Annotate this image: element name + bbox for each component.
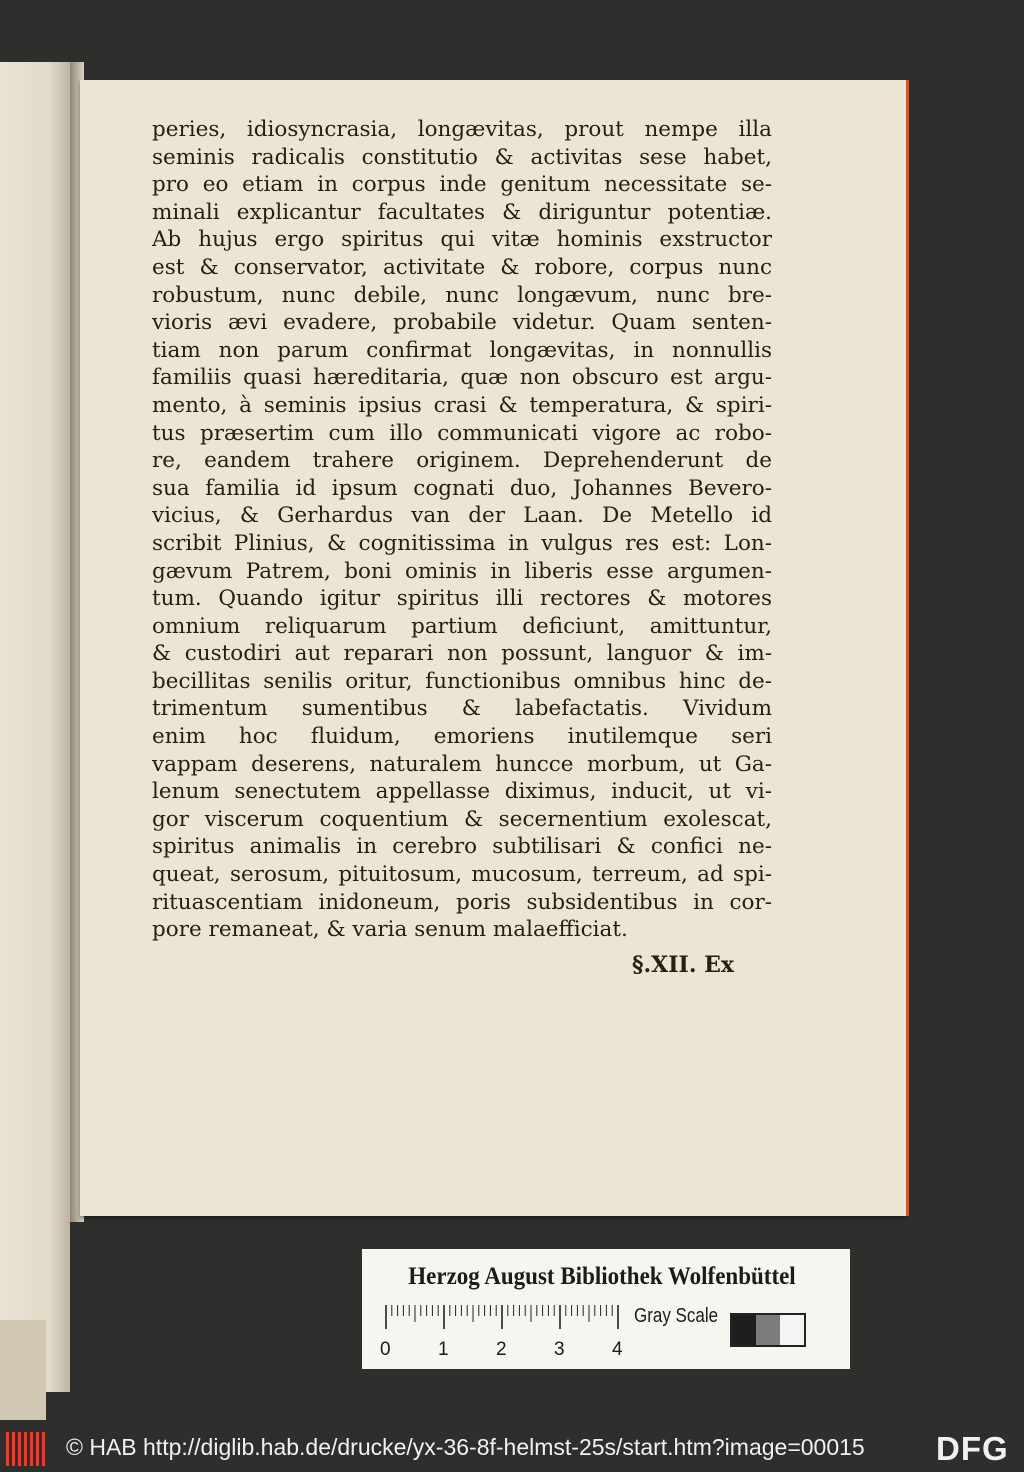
- text-line: scribit Plinius, & cognitissima in vulgus res est: Lon-: [152, 530, 772, 556]
- text-line: minali explicantur facultates & diriguntur potentiæ.: [152, 199, 772, 225]
- gray-swatch-cell: [780, 1315, 804, 1345]
- text-line: seminis radicalis constitutio & activitas sese habet,: [152, 144, 772, 170]
- text-line: omnium reliquarum partium deficiunt, amittuntur,: [152, 613, 772, 639]
- dfg-logo: DFG: [936, 1430, 1009, 1467]
- gray-swatch-cell: [756, 1315, 780, 1345]
- text-line: familiis quasi hæreditaria, quæ non obscuro est argu-: [152, 365, 772, 391]
- text-line: lenum senectutem appellasse diximus, inducit, ut vi-: [152, 779, 772, 805]
- text-line: queat, serosum, pituitosum, mucosum, terreum, ad spi-: [152, 862, 772, 888]
- text-line: mento, à seminis ipsius crasi & temperatura, & spiri-: [152, 392, 772, 418]
- library-label-card: [362, 1249, 850, 1369]
- facing-page-bottom-strip: [0, 1320, 46, 1420]
- gray-scale-swatch: [730, 1313, 806, 1347]
- ruler-scale: [384, 1305, 620, 1329]
- text-line: vioris ævi evadere, probabile videtur. Quam senten-: [152, 310, 772, 336]
- catchword: §.XII. Ex: [632, 952, 735, 978]
- text-line: tus præsertim cum illo communicati vigore ac robo-: [152, 420, 772, 446]
- text-line: & custodiri aut reparari non possunt, languor & im-: [152, 641, 772, 667]
- gray-swatch-cell: [732, 1315, 756, 1345]
- text-line: becillitas senilis oritur, functionibus omnibus hinc de-: [152, 668, 772, 694]
- text-line: tum. Quando igitur spiritus illi rectores & motores: [152, 586, 772, 612]
- ruler-number: 2: [496, 1339, 507, 1360]
- book-page: [80, 80, 906, 1216]
- text-line: gor viscerum coquentium & secernentium exolescat,: [152, 806, 772, 832]
- ruler-number: 1: [438, 1339, 449, 1360]
- text-line: Ab hujus ergo spiritus qui vitæ hominis exstructor: [152, 227, 772, 253]
- ruler-number: 3: [554, 1339, 565, 1360]
- footer-bar: [0, 1426, 1024, 1472]
- library-title: Herzog August Bibliothek Wolfenbüttel: [408, 1263, 796, 1290]
- ruler-number: 0: [380, 1339, 391, 1360]
- text-line: sua familia id ipsum cognati duo, Johannes Bevero-: [152, 475, 772, 501]
- footer-url-text[interactable]: © HAB http://diglib.hab.de/drucke/yx-36-8f-helmst-25s/start.htm?image=00015: [66, 1434, 865, 1460]
- text-line: re, eandem trahere originem. Deprehenderunt de: [152, 448, 772, 474]
- text-line: tiam non parum confirmat longævitas, in nonnullis: [152, 337, 772, 363]
- page-text-block: [152, 116, 772, 944]
- text-line: spiritus animalis in cerebro subtilisari & confici ne-: [152, 834, 772, 860]
- ruler-numbers: [380, 1339, 640, 1363]
- text-line: vicius, & Gerhardus van der Laan. De Metello id: [152, 503, 772, 529]
- text-line: gævum Patrem, boni ominis in liberis esse argumen-: [152, 558, 772, 584]
- text-line: rituascentiam inidoneum, poris subsidentibus in cor-: [152, 889, 772, 915]
- facing-page-edge: [0, 62, 70, 1392]
- ruler-number: 4: [612, 1339, 623, 1360]
- text-line: enim hoc fluidum, emoriens inutilemque seri: [152, 724, 772, 750]
- text-line: pro eo etiam in corpus inde genitum necessitate se-: [152, 172, 772, 198]
- facing-page-text-fragment: [4, 102, 64, 1102]
- text-line: est & conservator, activitate & robore, corpus nunc: [152, 254, 772, 280]
- text-line: pore remaneat, & varia senum malaefficiat.: [152, 917, 628, 943]
- text-line: peries, idiosyncrasia, longævitas, prout nempe illa: [152, 117, 772, 142]
- text-line: robustum, nunc debile, nunc longævum, nunc bre-: [152, 282, 772, 308]
- text-line: vappam deserens, naturalem huncce morbum, ut Ga-: [152, 751, 772, 777]
- text-line: trimentum sumentibus & labefactatis. Vividum: [152, 696, 772, 722]
- gray-scale-label: Gray Scale: [634, 1305, 719, 1327]
- hab-barcode-icon: [6, 1432, 46, 1466]
